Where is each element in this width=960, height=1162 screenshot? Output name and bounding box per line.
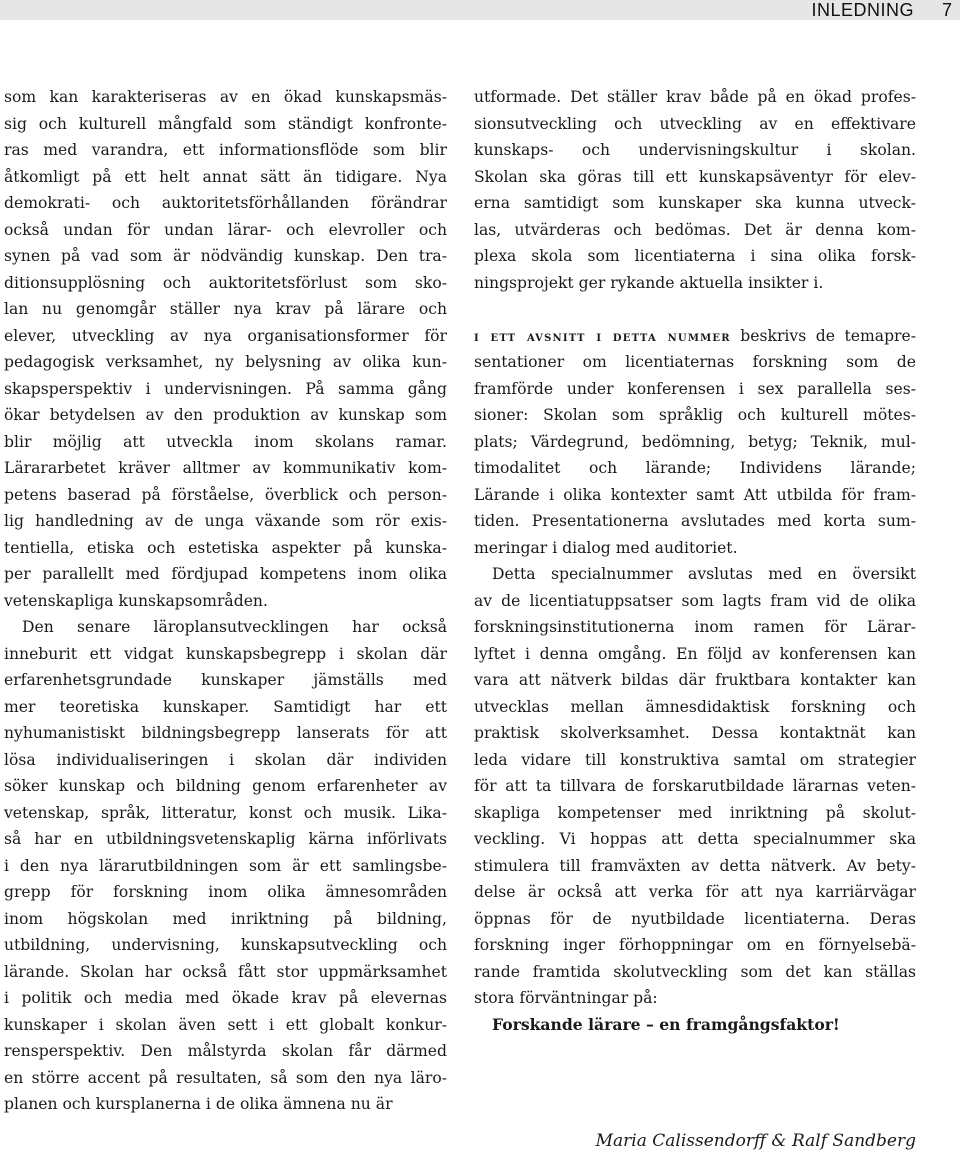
- text-line: utformade. Det ställer krav både på en ökad profes-: [474, 88, 916, 106]
- text-line: synen på vad som är nödvändig kunskap. Den tra-: [4, 247, 447, 265]
- text-line: delse är också att verka för att nya karriärvägar: [474, 883, 916, 901]
- page-number: 7: [941, 0, 952, 20]
- text-line: ökar betydelsen av den produktion av kunskap som: [4, 406, 447, 424]
- closing-statement: Forskande lärare – en framgångsfaktor!: [492, 1014, 840, 1034]
- text-line: Skolan ska göras till ett kunskapsäventyr för elev-: [474, 167, 916, 186]
- paragraph-3: [474, 561, 916, 1012]
- text-line: framförde under konferensen i sex parallella ses-: [474, 379, 916, 398]
- text-line: vetenskap, språk, litteratur, konst och musik. Lika-: [4, 803, 447, 822]
- text-line: sig och kulturell mångfald som ständigt konfronte-: [4, 114, 447, 133]
- paragraph-2: [474, 349, 916, 561]
- text-line: plats; Värdegrund, bedömning, betyg; Teknik, mul-: [474, 432, 916, 451]
- section-lead-in: i ett avsnitt i detta nummer: [474, 328, 731, 345]
- text-line: kunskaper i skolan även sett i ett globalt konkur-: [4, 1015, 447, 1034]
- text-line: för att ta tillvara de forskarutbildade lärarnas veten-: [474, 777, 916, 795]
- text-line: inneburit ett vidgat kunskapsbegrepp i skolan där: [4, 644, 447, 663]
- text-line: planen och kursplanerna i de olika ämnena nu är: [4, 1095, 393, 1113]
- text-line: kunskaps- och undervisningskultur i skolan.: [474, 141, 916, 159]
- text-line: ningsprojekt ger rykande aktuella insikter i.: [474, 273, 824, 292]
- text-line: öppnas för de nyutbildade licentiaterna. Deras: [474, 909, 916, 928]
- text-line: grepp för forskning inom olika ämnesområden: [4, 883, 447, 901]
- right-column: [474, 84, 916, 1038]
- text-line: skapliga kompetenser med inriktning på skolut-: [474, 803, 916, 822]
- text-line: tiden. Presentationerna avslutades med korta sum-: [474, 512, 916, 530]
- text-line: utbildning, undervisning, kunskapsutveckling och: [4, 936, 447, 954]
- text-line: vetenskapliga kunskapsområden.: [4, 591, 268, 610]
- text-line: lyftet i denna omgång. En följd av konferensen kan: [474, 644, 916, 663]
- text-line: som kan karakteriseras av en ökad kunskapsmäs-: [4, 88, 447, 106]
- text-line: inom högskolan med inriktning på bildning,: [4, 909, 447, 928]
- text-line: elever, utveckling av nya organisationsformer för: [4, 326, 447, 345]
- text-line: lig handledning av de unga växande som rör exis-: [4, 512, 447, 530]
- text-line: nyhumanistiskt bildningsbegrepp lanserats för att: [4, 724, 447, 742]
- text-line: så har en utbildningsvetenskaplig kärna införlivats: [4, 830, 447, 848]
- text-line: en större accent på resultaten, så som den nya läro-: [4, 1068, 447, 1087]
- text-line: pedagogisk verksamhet, ny belysning av olika kun-: [4, 353, 447, 371]
- text-line: rande framtida skolutveckling som det kan ställas: [474, 962, 916, 981]
- left-column: [4, 84, 447, 1118]
- text-line: meringar i dialog med auditoriet.: [474, 538, 738, 557]
- text-line: Lärararbetet kräver alltmer av kommunikativ kom-: [4, 459, 447, 477]
- text-line: veckling. Vi hoppas att detta specialnummer ska: [474, 830, 916, 848]
- text-line: per parallellt med fördjupad kompetens inom olika: [4, 565, 447, 583]
- text-line: las, utvärderas och bedömas. Det är denna kom-: [474, 220, 916, 239]
- text-line: rensperspektiv. Den målstyrda skolan får därmed: [4, 1042, 447, 1060]
- text-line: lösa individualiseringen i skolan där individen: [4, 750, 447, 769]
- text-line: leda vidare till konstruktiva samtal om strategier: [474, 750, 916, 769]
- text-line: plexa skola som licentiaterna i sina olika forsk-: [474, 247, 916, 265]
- text-line: söker kunskap och bildning genom erfarenheter av: [4, 777, 447, 795]
- text-line: lärande. Skolan har också fått stor uppmärksamhet: [4, 962, 447, 981]
- text-line: mer teoretiska kunskaper. Samtidigt har ett: [4, 697, 447, 716]
- text-line: erfarenhetsgrundade kunskaper jämställs med: [4, 671, 447, 689]
- text-line: praktisk skolverksamhet. Dessa kontaktnät kan: [474, 724, 916, 742]
- text-line: demokrati- och auktoritetsförhållanden förändrar: [4, 194, 447, 212]
- signature: Maria Calissendorff & Ralf Sandberg: [595, 1131, 916, 1151]
- text-line: forskningsinstitutionerna inom ramen för Lärar-: [474, 618, 916, 636]
- text-line: Lärande i olika kontexter samt Att utbilda för fram-: [474, 485, 916, 504]
- text-line: stora förväntningar på:: [474, 989, 658, 1007]
- paragraph-2-first-line: i ett avsnitt i detta nummer beskrivs de temapre-: [474, 326, 917, 345]
- text-line: också undan för undan lärar- och elevroller och: [4, 220, 447, 239]
- text-line: utvecklas mellan ämnesdidaktisk forskning och: [474, 697, 916, 716]
- text-line: skapsperspektiv i undervisningen. På samma gång: [4, 379, 447, 398]
- text-line: timodalitet och lärande; Individens lärande;: [474, 459, 916, 477]
- text-line: sionsutveckling och utveckling av en effektivare: [474, 114, 916, 133]
- text-line: åtkomligt på ett helt annat sätt än tidigare. Nya: [4, 167, 447, 186]
- paragraph-gap: [474, 296, 916, 323]
- paragraph-1: [474, 84, 916, 296]
- text-line: erna samtidigt som kunskaper ska kunna utveck-: [474, 194, 916, 212]
- text-line: petens baserad på förståelse, överblick och person-: [4, 485, 447, 504]
- text-line: i den nya lärarutbildningen som är ett samlingsbe-: [4, 856, 447, 875]
- text-line: forskning inger förhoppningar om en förnyelsebä-: [474, 936, 916, 954]
- text-line: stimulera till framväxten av detta nätverk. Av bety-: [474, 856, 916, 875]
- text-line: ras med varandra, ett informationsflöde som blir: [4, 141, 447, 159]
- text-line: sioner: Skolan som språklig och kulturell mötes-: [474, 406, 916, 424]
- text-line: vara att nätverk bildas där fruktbara kontakter kan: [474, 671, 916, 689]
- text-line: blir möjlig att utveckla inom skolans ramar.: [4, 432, 447, 451]
- running-head: [0, 0, 960, 20]
- text-line: tentiella, etiska och estetiska aspekter på kunska-: [4, 538, 447, 557]
- text-line: sentationer om licentiaternas forskning som de: [474, 353, 916, 371]
- text-line: Den senare läroplansutvecklingen har också: [22, 618, 447, 636]
- text-line: ditionsupplösning och auktoritetsförlust som sko-: [4, 273, 447, 292]
- section-title: INLEDNING: [811, 0, 914, 20]
- text-line: lan nu genomgår ställer nya krav på lärare och: [4, 300, 447, 318]
- text-line: Detta specialnummer avslutas med en översikt: [492, 565, 916, 583]
- text-line: i politik och media med ökade krav på elevernas: [4, 989, 447, 1007]
- text-line: av de licentiatuppsatser som lagts fram vid de olika: [474, 591, 916, 610]
